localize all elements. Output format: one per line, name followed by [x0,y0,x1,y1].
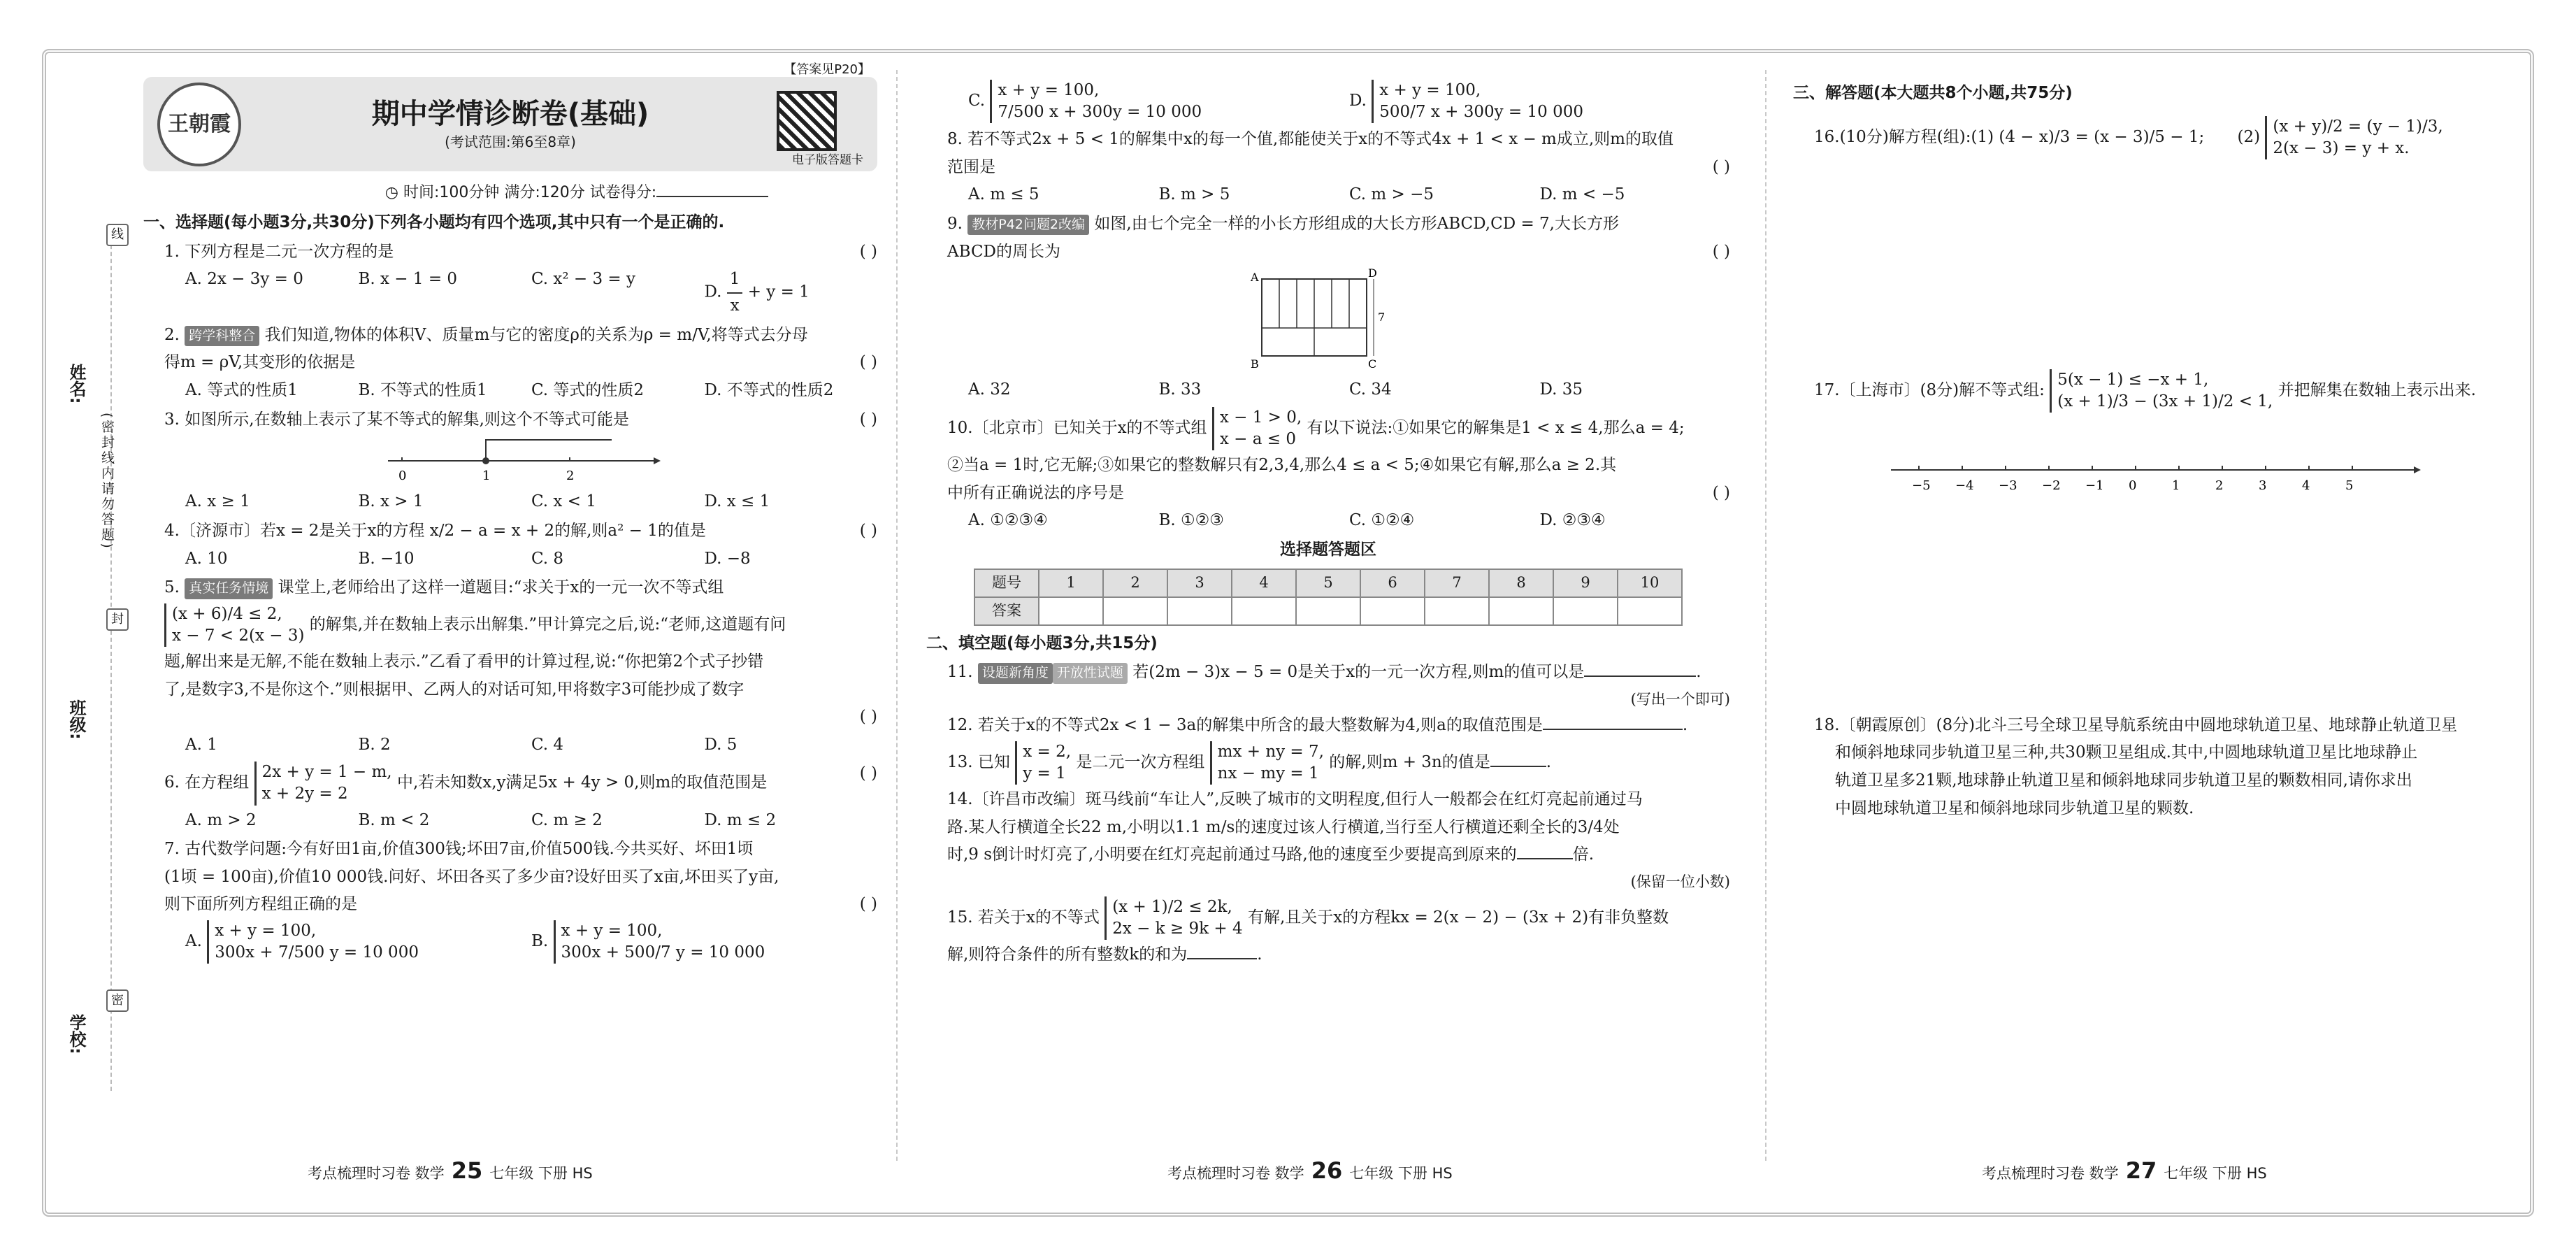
equation-system: 2x + y = 1 − m, x + 2y = 2 [254,762,392,805]
answer-number-line [1891,455,2422,503]
tick-label: 3 [2259,478,2267,493]
question-18-cont: 中圆地球轨道卫星和倾斜地球同步轨道卫星的颗数. [1835,799,2194,817]
score-blank[interactable] [656,196,768,197]
grid-number: 4 [1232,569,1296,597]
question-14: 14.〔许昌市改编〕斑马线前“车让人”,反映了城市的文明程度,但行人一般都会在红灯亮起前通过马 [947,790,1643,809]
q7-options-ab [185,920,877,964]
question-4: 4.〔济源市〕若x = 2是关于x的方程 x/2 − a = x + 2的解,则a² − 1的值是 ( ) [164,521,877,540]
option[interactable]: C. ①②④ [1349,511,1415,530]
question-18-cont: 和倾斜地球同步轨道卫星三种,共30颗卫星组成.其中,中圆地球轨道卫星比地球静止 [1835,743,2418,762]
inequality-system: x − 1 > 0, x − a ≤ 0 [1212,407,1302,450]
tick-label: 5 [2345,478,2354,493]
logo-text: 王朝霞 [168,111,231,136]
option[interactable]: A. 2x − 3y = 0 [185,270,303,289]
exam-info-text: 时间:100分钟 满分:120分 试卷得分: [403,184,657,201]
question-5: 5. 真实任务情境 课堂上,老师给出了这样一道题目:“求关于x的一元一次不等式组 [164,576,877,601]
answer-cell[interactable] [1360,597,1425,625]
q10-options [968,508,1730,534]
option[interactable]: D. 5 [704,735,737,754]
exam-subtitle: (考试范围:第6至8章) [445,134,576,150]
grid-number: 10 [1618,569,1682,597]
option[interactable]: C. 8 [531,549,564,568]
option[interactable]: C. 4 [531,735,564,754]
answer-cell[interactable] [1553,597,1618,625]
tick-label: −4 [1955,478,1974,493]
vertex-label: C [1368,357,1377,371]
question-10-cont: 中所有正确说法的序号是 ( ) [947,483,1730,502]
answer-cell[interactable] [1425,597,1489,625]
tick-label: −5 [1912,478,1931,493]
question-tag: 教材P42问题2改编 [967,215,1089,235]
answer-cell[interactable] [1103,597,1167,625]
side-label: 7 [1378,310,1386,324]
answer-cell[interactable] [1167,597,1232,625]
question-17: 17.〔上海市〕(8分)解不等式组: 5(x − 1) ≤ −x + 1, (x + 1)/3 − (3x + 1)/2 < 1, 并把解集在数轴上表示出来. [1814,369,2520,413]
option[interactable]: B. m < 2 [358,810,430,829]
option[interactable]: C. 等式的性质2 [531,380,645,399]
option[interactable]: A. 等式的性质1 [185,380,298,399]
page-number: 26 [1311,1157,1343,1184]
vertex-label: A [1251,271,1259,285]
option[interactable]: B. −10 [358,549,415,568]
question-2: 2. 跨学科整合 我们知道,物体的体积V、质量m与它的密度ρ的关系为ρ = m/V,将等式去分母 [164,323,877,348]
grid-number: 2 [1103,569,1167,597]
tick-label: 1 [482,469,491,484]
tick-label: 2 [2215,478,2224,493]
q4-options [185,547,877,572]
option[interactable]: B. x − 1 = 0 [358,270,458,289]
q5-paren: ( ) [859,708,877,727]
question-7: 7. 古代数学问题:今有好田1亩,价值300钱;坏田7亩,价值500钱.今共买好、坏田1顷 [164,840,754,859]
answer-cell[interactable] [1489,597,1553,625]
tick-label: 1 [2172,478,2180,493]
option[interactable]: D. m < −5 [1539,185,1625,204]
question-3: 3. 如图所示,在数轴上表示了某不等式的解集,则这个不等式可能是 ( ) [164,410,877,429]
question-10: 10.〔北京市〕已知关于x的不等式组 x − 1 > 0, x − a ≤ 0 有以下说法:①如果它的解集是1 < x ≤ 4,那么a = 4; [947,407,1730,450]
option[interactable]: A. 32 [968,380,1011,399]
answer-area-title: 选择题答题区 [1280,540,1376,559]
binding-strip [62,224,112,1091]
question-12: 12. 若关于x的不等式2x < 1 − 3a的解集中所含的最大整数解为4,则a的取值范围是 . [947,716,1688,735]
answer-blank[interactable] [1543,729,1683,730]
vertex-label: B [1251,357,1259,371]
exam-header [143,62,877,171]
option[interactable]: D. 不等式的性质2 [704,380,834,399]
answer-blank[interactable] [1517,858,1573,859]
exam-title: 期中学情诊断卷(基础) [371,98,649,130]
question-8: 8. 若不等式2x + 5 < 1的解集中x的每一个值,都能使关于x的不等式4x + 1 < x − m成立,则m的取值 [947,130,1674,149]
answer-grid-answer-row [974,597,1682,625]
option[interactable]: A. ①②③④ [968,511,1048,530]
section-3-heading: 三、解答题(本大题共8个小题,共75分) [1793,84,2073,102]
grid-number: 7 [1425,569,1489,597]
clock-icon: ◷ [384,184,403,201]
qr-code-icon [777,91,837,151]
question-7-cont: 则下面所列方程组正确的是 ( ) [164,895,877,914]
question-15: 15. 若关于x的不等式 (x + 1)/2 ≤ 2k, 2x − k ≥ 9k + 4 有解,且关于x的方程kx = 2(x − 2) − (3x + 2)有非负整数 [947,896,1730,940]
option[interactable]: A. x + y = 100, 300x + 7/500 y = 10 000 [185,920,531,964]
option[interactable]: A. 10 [185,549,228,568]
column-divider [1765,70,1766,1161]
number-line-figure [381,436,661,485]
class-label: 班级: [66,699,86,740]
option[interactable]: B. 不等式的性质1 [358,380,487,399]
q5-options [185,733,877,758]
tick-label: 4 [2302,478,2310,493]
q3-options [185,489,877,515]
question-18: 18.〔朝霞原创〕(8分)北斗三号全球卫星导航系统由中圆地球轨道卫星、地球静止轨道卫星 [1814,715,2458,734]
tick-label: 2 [566,469,575,484]
option[interactable]: D. x ≤ 1 [704,492,770,511]
option[interactable]: A. m ≤ 5 [968,185,1039,204]
rectangle-figure [1241,269,1423,373]
q9-options [968,378,1730,403]
page-number: 25 [451,1157,483,1184]
grid-label: 题号 [974,569,1039,597]
seal-feng: 封 [106,608,129,631]
question-10-cont: ②当a = 1时,它无解;③如果它的整数解只有2,3,4,那么4 ≤ a < 5;④如果它有解,那么a ≥ 2.其 [947,456,1617,475]
grid-number: 6 [1360,569,1425,597]
page-number: 27 [2125,1157,2157,1184]
footer-page-27: 考点梳理时习卷 数学 27 七年级 下册 HS [1982,1157,2267,1184]
question-7-cont: (1顷 = 100亩),价值10 000钱.问好、坏田各买了多少亩?设好田买了x亩,坏田买了y亩, [164,867,779,886]
option[interactable]: C. 34 [1349,380,1392,399]
question-tag: 跨学科整合 [185,326,259,346]
page-27 [1793,77,2520,824]
footer-page-25: 考点梳理时习卷 数学 25 七年级 下册 HS [308,1157,593,1184]
q11-note: (写出一个即可) [1630,690,1730,708]
option[interactable]: B. m > 5 [1158,185,1230,204]
q14-note: (保留一位小数) [1630,873,1730,891]
grid-number: 3 [1167,569,1232,597]
question-18-cont: 轨道卫星多21颗,地球静止轨道卫星和倾斜地球同步轨道卫星的颗数相同,请你求出 [1835,771,2412,790]
option[interactable]: A. x ≥ 1 [185,492,250,511]
question-5-cont: 题,解出来是无解,不能在数轴上表示.”乙看了看甲的计算过程,说:“你把第2个式子抄错 [164,652,764,671]
seal-xian: 线 [106,224,129,246]
question-6: 6. 在方程组 2x + y = 1 − m, x + 2y = 2 中,若未知数x,y满足5x + 4y > 0,则m的取值范围是 ( ) [164,762,877,805]
option[interactable]: D. $\frac{1}{x}$ + y = 1 [705,267,878,318]
q6-options [185,808,877,834]
option[interactable]: C. x² − 3 = y [531,270,636,289]
option[interactable]: B. x + y = 100, 300x + 500/7 y = 10 000 [531,920,877,964]
question-1: 1. 下列方程是二元一次方程的是 ( ) [164,242,877,261]
question-13: 13. 已知 x = 2, y = 1 是二元一次方程组 mx + ny = 7, nx − my = 1 的解,则m + 3n的值是 . [947,741,1730,785]
answer-cell[interactable] [1618,597,1682,625]
solution-ray [486,440,612,461]
option[interactable]: D. m ≤ 2 [704,810,777,829]
column-divider [896,70,898,1161]
option[interactable]: C. m > −5 [1349,185,1434,204]
option[interactable]: A. 1 [185,735,217,754]
option[interactable]: C. x + y = 100, 7/500 x + 300y = 10 000 [968,80,1349,123]
question-15-cont: 解,则符合条件的所有整数k的和为 . [947,945,1262,964]
question-tag: 真实任务情境 [185,578,273,599]
answer-grid [974,569,1683,626]
answer-cell[interactable] [1232,597,1296,625]
answer-reference: 【答案见P20】 [784,62,870,77]
question-14-cont: 时,9 s倒计时灯亮了,小明要在红灯亮起前通过马路,他的速度至少要提高到原来的 倍. [947,845,1594,864]
option[interactable]: C. m ≥ 2 [531,810,603,829]
question-5-cont: (x + 6)/4 ≤ 2, x − 7 < 2(x − 3) 的解集,并在数轴上表示出解集.”甲计算完之后,说:“老师,这道题有问 [164,603,877,647]
option[interactable]: A. m > 2 [185,810,257,829]
question-8-cont: 范围是 ( ) [947,157,1730,176]
page-26 [926,77,1730,970]
question-tag: 设题新角度 [978,663,1053,683]
option[interactable]: B. x > 1 [358,492,424,511]
tick-label: −2 [2042,478,2061,493]
exam-info [276,181,877,205]
option[interactable]: D. −8 [704,549,751,568]
answer-cell[interactable] [1039,597,1103,625]
question-11: 11. 设题新角度 开放性试题 若(2m − 3)x − 5 = 0是关于x的一元一次方程,则m的值可以是 . [947,660,1730,685]
section-2-heading: 二、填空题(每小题3分,共15分) [926,634,1158,652]
tick-label: −3 [1999,478,2017,493]
name-label: 姓名: [66,364,86,404]
q8-options [968,183,1730,208]
answer-grid-header-row [974,569,1682,597]
question-9: 9. 教材P42问题2改编 如图,由七个完全一样的小长方形组成的大长方形ABCD,CD = 7,大长方形 [947,212,1730,237]
question-9-cont: ABCD的周长为 ( ) [947,242,1730,261]
vertex-label: D [1368,269,1377,280]
footer-page-26: 考点梳理时习卷 数学 26 七年级 下册 HS [1167,1157,1453,1184]
question-2-cont: 得m = ρV,其变形的依据是 ( ) [164,353,877,372]
grid-label: 答案 [974,597,1039,625]
seal-mi: 密 [106,989,129,1012]
option[interactable]: D. x + y = 100, 500/7 x + 300y = 10 000 [1349,80,1730,123]
question-tag: 开放性试题 [1053,663,1128,683]
option[interactable]: D. ②③④ [1539,511,1606,530]
question-5-cont: 了,是数字3,不是你这个.”则根据甲、乙两人的对话可知,甲将数字3可能抄成了数字 [164,680,744,699]
option[interactable]: D. 35 [1539,380,1583,399]
question-16: 16.(10分)解方程(组):(1) (4 − x)/3 = (x − 3)/5 − 1; (2) (x + y)/2 = (y − 1)/3, 2(x − 3) = y + x. [1814,116,2520,159]
option[interactable]: B. 2 [358,735,391,754]
tick-label: −1 [2085,478,2104,493]
inequality-system: (x + 6)/4 ≤ 2, x − 7 < 2(x − 3) [164,603,304,647]
grid-number: 9 [1553,569,1618,597]
answer-blank[interactable] [1490,766,1546,767]
question-14-cont: 路.某人行横道全长22 m,小明以1.1 m/s的速度过该人行横道,当行至人行横道还剩全长的3/4处 [947,817,1620,836]
q7-options-cd [968,80,1730,123]
grid-number: 1 [1039,569,1103,597]
grid-number: 8 [1489,569,1553,597]
answer-blank[interactable] [1187,958,1257,959]
school-label: 学校: [66,1014,86,1055]
option[interactable]: B. ①②③ [1158,511,1224,530]
option[interactable]: C. x < 1 [531,492,596,511]
page-25 [143,62,877,968]
option[interactable]: B. 33 [1158,380,1202,399]
answer-cell[interactable] [1296,597,1360,625]
answer-blank[interactable] [1584,675,1696,677]
grid-number: 5 [1296,569,1360,597]
binding-note: (密封线内请勿答题) [99,413,115,550]
section-1-heading: 一、选择题(每小题3分,共30分)下列各小题均有四个选项,其中只有一个是正确的. [143,213,725,232]
tick-label: 0 [398,469,407,484]
q2-options [185,378,877,403]
tick-label: 0 [2129,478,2137,493]
q1-options [185,267,877,318]
qr-label: 电子版答题卡 [792,153,863,167]
